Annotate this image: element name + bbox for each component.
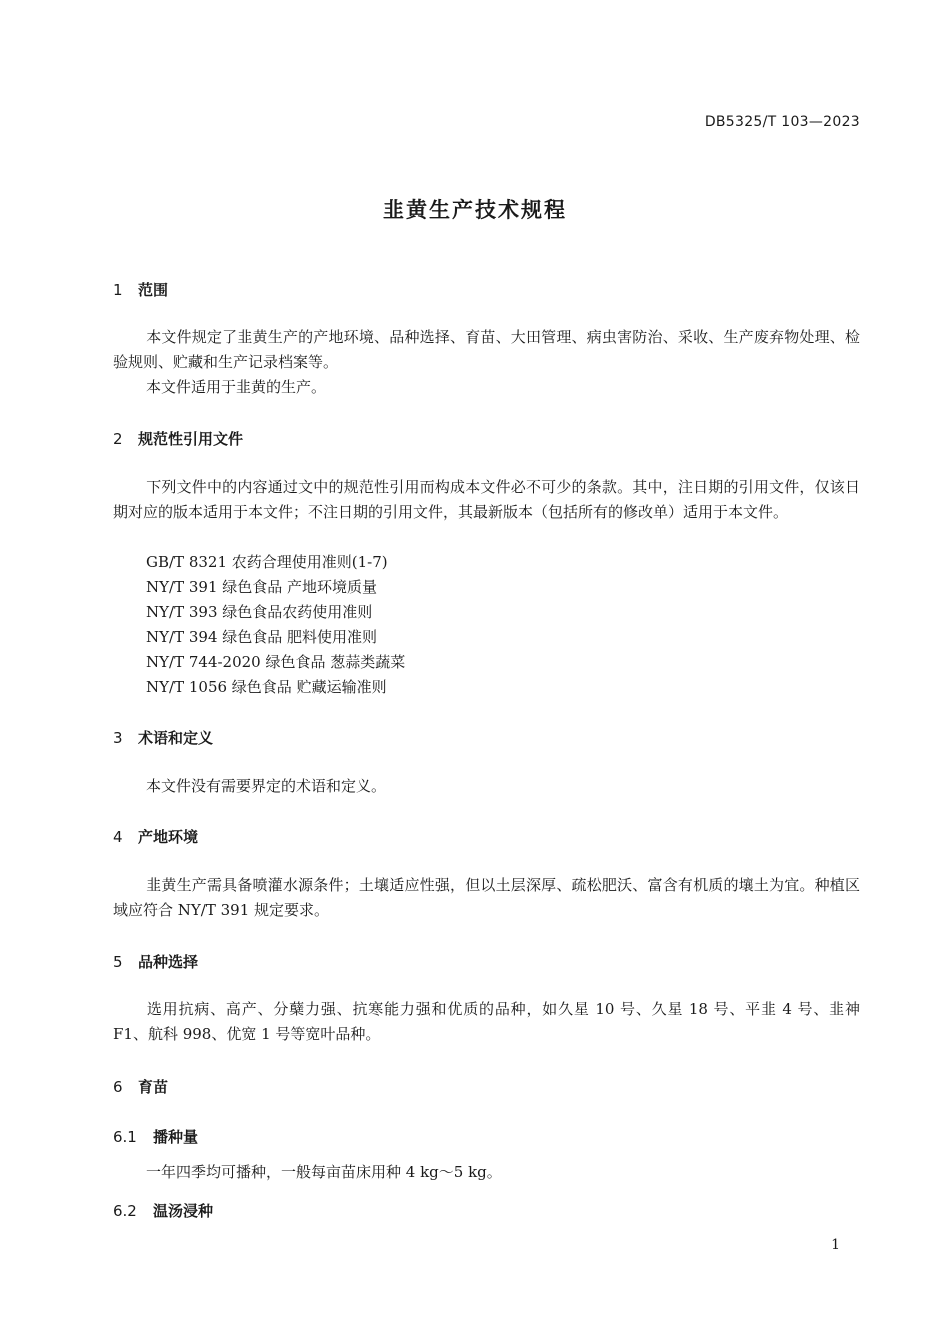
document-number: DB5325/T 103—2023	[704, 114, 860, 130]
reference-item: NY/T 394 绿色食品 肥料使用准则	[146, 628, 378, 646]
section-number: 4	[113, 828, 123, 846]
section-number: 6	[113, 1078, 123, 1096]
section-title: 范围	[138, 281, 169, 299]
section-number: 1	[113, 281, 123, 299]
paragraph: 本文件适用于韭黄的生产。	[146, 378, 327, 396]
section-3-heading	[113, 727, 213, 748]
section-title: 规范性引用文件	[138, 430, 244, 448]
reference-item: GB/T 8321 农药合理使用准则(1-7)	[146, 553, 388, 571]
section-number: 2	[113, 430, 123, 448]
paragraph: 本文件没有需要界定的术语和定义。	[146, 777, 387, 795]
reference-item: NY/T 1056 绿色食品 贮藏运输准则	[146, 678, 387, 696]
section-title: 育苗	[138, 1078, 169, 1096]
paragraph: 本文件规定了韭黄生产的产地环境、品种选择、育苗、大田管理、病虫害防治、采收、生产废弃物处理、检验规则、贮藏和生产记录档案等。	[113, 328, 860, 371]
paragraph: 下列文件中的内容通过文中的规范性引用而构成本文件必不可少的条款。其中，注日期的引用文件，仅该日期对应的版本适用于本文件；不注日期的引用文件，其最新版本（包括所有的修改单）适用于本文件。	[113, 478, 860, 521]
paragraph: 韭黄生产需具备喷灌水源条件；土壤适应性强，但以土层深厚、疏松肥沃、富含有机质的壤土为宜。种植区域应符合 NY/T 391 规定要求。	[113, 876, 860, 919]
section-6-heading	[113, 1076, 168, 1097]
reference-item: NY/T 744-2020 绿色食品 葱蒜类蔬菜	[146, 653, 406, 671]
section-title: 产地环境	[138, 828, 199, 846]
section-title: 术语和定义	[138, 729, 214, 747]
section-number: 5	[113, 953, 123, 971]
subsection-6-2-heading	[113, 1200, 213, 1221]
section-5-heading	[113, 951, 198, 972]
section-1-heading	[113, 279, 168, 300]
section-number: 6.2	[113, 1202, 137, 1220]
section-4-heading	[113, 826, 198, 847]
section-number: 3	[113, 729, 123, 747]
subsection-6-1-heading	[113, 1126, 198, 1147]
section-title: 品种选择	[138, 953, 199, 971]
section-title: 温汤浸种	[153, 1202, 214, 1220]
paragraph: 一年四季均可播种，一般每亩苗床用种 4 kg～5 kg。	[146, 1163, 502, 1181]
section-number: 6.1	[113, 1128, 137, 1146]
section-2-heading	[113, 428, 243, 449]
section-title: 播种量	[153, 1128, 199, 1146]
page-number: 1	[831, 1237, 840, 1253]
document-title: 韭黄生产技术规程	[383, 198, 567, 222]
paragraph: 选用抗病、高产、分蘖力强、抗寒能力强和优质的品种，如久星 10 号、久星 18 号、平韭 4 号、韭神 F1、航科 998、优宽 1 号等宽叶品种。	[113, 1000, 860, 1043]
reference-item: NY/T 393 绿色食品农药使用准则	[146, 603, 373, 621]
reference-item: NY/T 391 绿色食品 产地环境质量	[146, 578, 378, 596]
